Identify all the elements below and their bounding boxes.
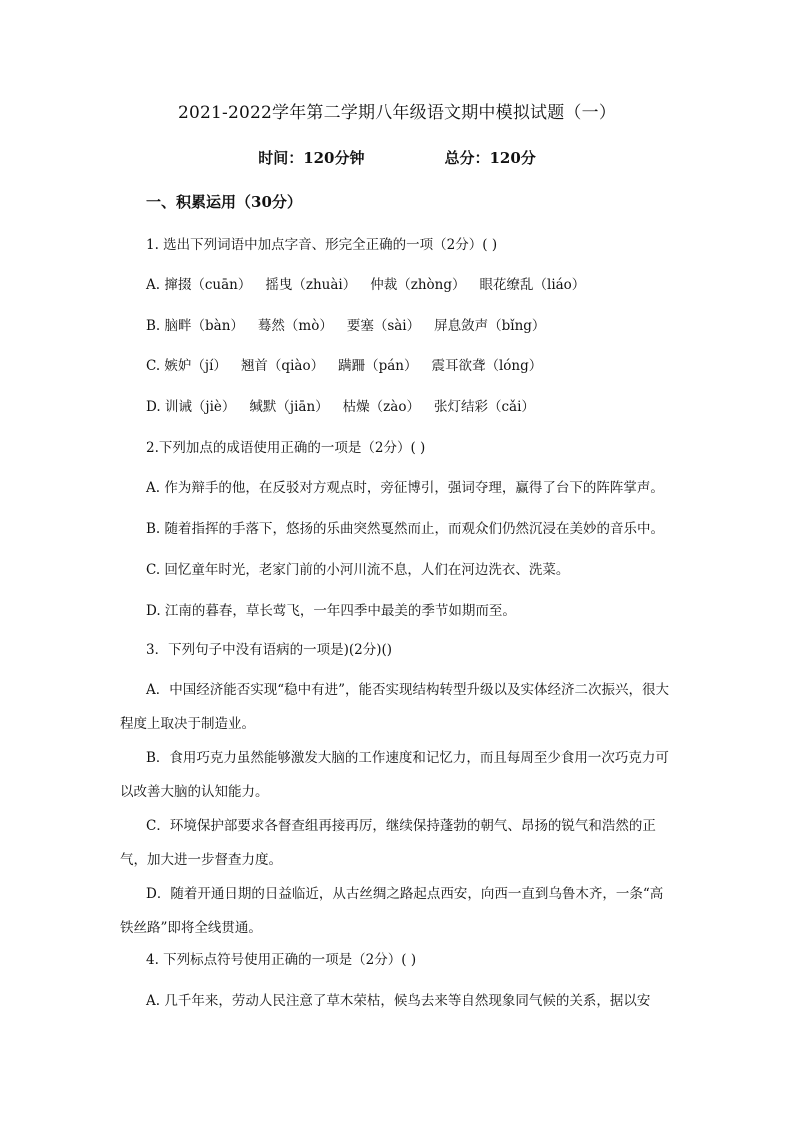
option-word: 缄默（jiān） <box>249 399 329 415</box>
option-word: 摇曳（zhuài） <box>265 277 357 293</box>
question-2-option-a: A. 作为辩手的他，在反驳对方观点时，旁征博引，强词夺理，赢得了台下的阵阵掌声。 <box>146 480 664 496</box>
question-3-option-c: C．环境保护部要求各督查组再接再厉，继续保持蓬勃的朝气、昂扬的锐气和浩然的正气，加大进一步督查力度。 <box>120 818 656 868</box>
question-2-stem: 2.下列加点的成语使用正确的一项是（2分）( ) <box>146 440 426 456</box>
question-3-option-b: B．食用巧克力虽然能够激发大脑的工作速度和记忆力，而且每周至少食用一次巧克力可以改善大脑的认知能力。 <box>120 750 669 800</box>
question-1-option-b <box>146 317 559 335</box>
option-word: 枯燥（zào） <box>342 399 420 415</box>
option-word: 蓦然（mò） <box>257 318 333 334</box>
exam-total-score: 总分：120分 <box>444 149 536 167</box>
question-3-option-a: A．中国经济能否实现“稳中有进”，能否实现结构转型升级以及实体经济二次振兴，很大程度上取决于制造业。 <box>120 682 670 732</box>
option-word: 要塞（sài） <box>346 318 421 334</box>
exam-info <box>0 147 794 168</box>
question-4-stem: 4. 下列标点符号使用正确的一项是（2分）( ) <box>146 952 417 968</box>
section-heading: 一、积累运用（30分） <box>146 193 302 211</box>
question-4-option-a: A. 几千年来，劳动人民注意了草木荣枯，候鸟去来等自然现象同气候的关系，据以安 <box>146 993 651 1009</box>
option-word: B. 脑畔（bàn） <box>146 318 244 334</box>
option-word: 仲裁（zhòng） <box>370 277 466 293</box>
question-2-option-d: D. 江南的暮春，草长莺飞，一年四季中最美的季节如期而至。 <box>146 603 516 619</box>
option-word: 屏息敛声（bǐng） <box>434 318 546 334</box>
question-2-option-b: B. 随着指挥的手落下，悠扬的乐曲突然戛然而止，而观众们仍然沉浸在美妙的音乐中。 <box>146 521 665 537</box>
exam-time: 时间：120分钟 <box>258 149 365 167</box>
question-1-stem: 1. 选出下列词语中加点字音、形完全正确的一项（2分）( ) <box>146 237 498 253</box>
page-title: 2021-2022学年第二学期八年级语文期中模拟试题（一） <box>177 103 617 123</box>
option-word: D. 训诫（jiè） <box>146 399 236 415</box>
option-word: 张灯结彩（cǎi） <box>433 399 535 415</box>
option-word: 眼花缭乱（liáo） <box>479 277 586 293</box>
option-word: A. 撺掇（cuān） <box>146 277 252 293</box>
question-1-option-c <box>146 357 556 375</box>
option-word: 震耳欲聋（lóng） <box>431 358 543 374</box>
option-word: 蹒跚（pán） <box>338 358 418 374</box>
option-word: C. 嫉妒（jí） <box>146 358 227 374</box>
question-1-option-a <box>146 276 599 294</box>
question-3-option-d: D．随着开通日期的日益临近，从古丝绸之路起点西安，向西一直到乌鲁木齐，一条“高铁丝路”即将全线贯通。 <box>120 886 664 936</box>
question-1-option-d <box>146 398 549 416</box>
question-2-option-c: C. 回忆童年时光，老家门前的小河川流不息，人们在河边洗衣、洗菜。 <box>146 562 570 578</box>
question-3-stem: 3．下列句子中没有语病的一项是)(2分)() <box>146 642 393 658</box>
option-word: 翘首（qiào） <box>240 358 325 374</box>
